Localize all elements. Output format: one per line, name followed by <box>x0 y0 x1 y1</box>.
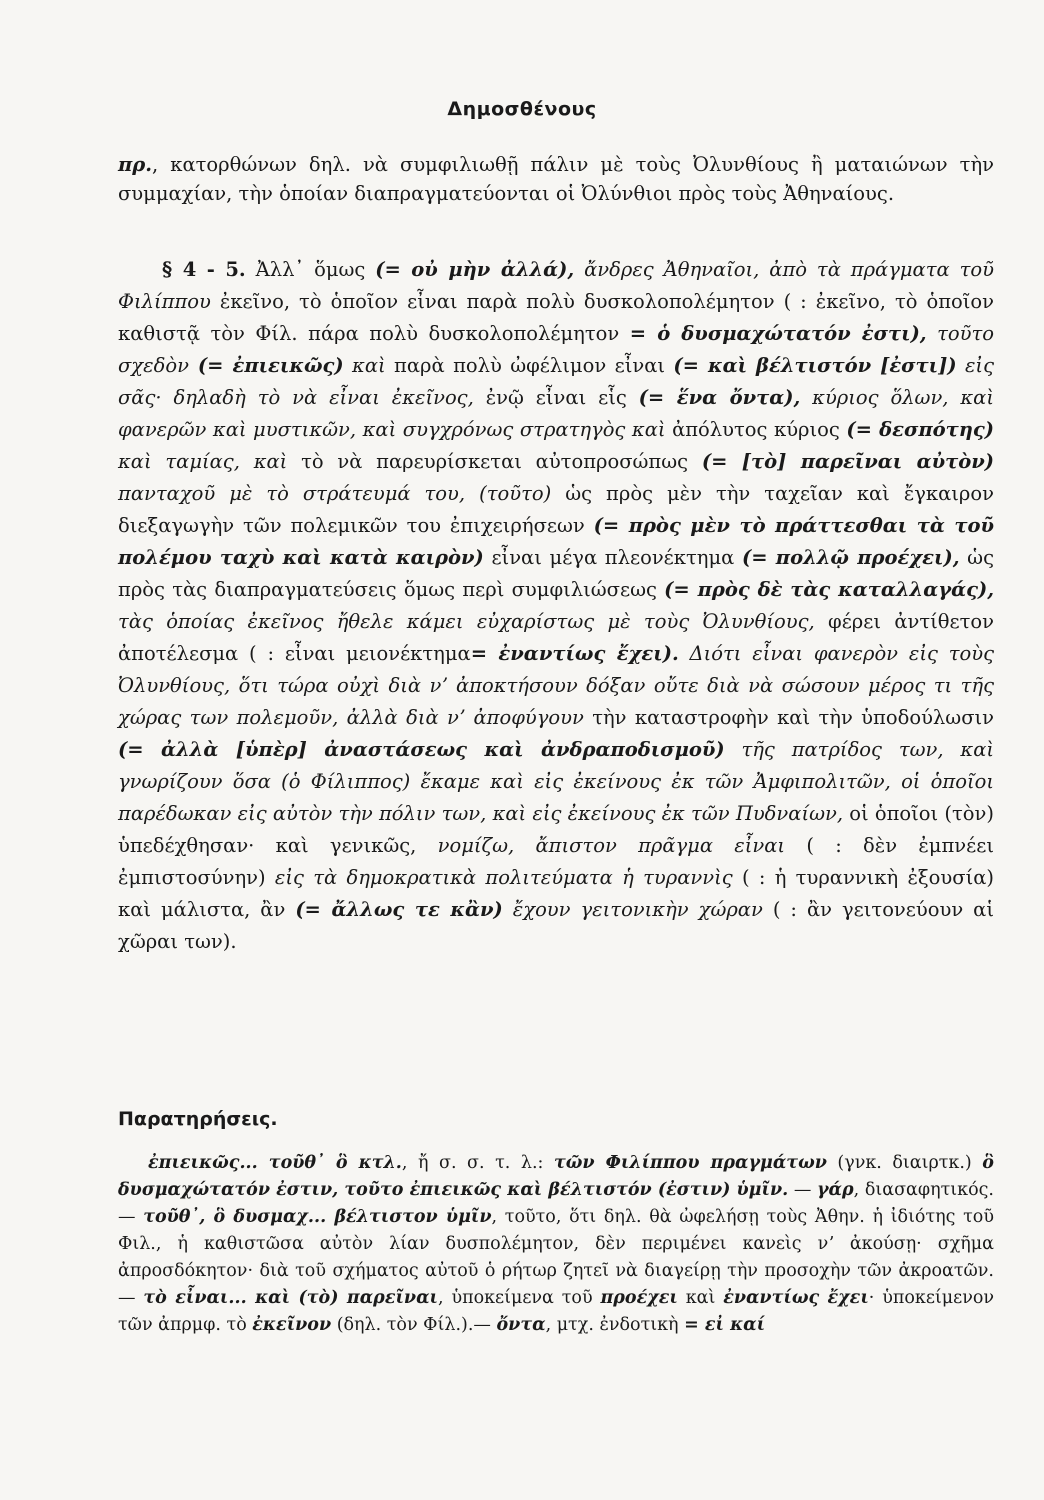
note-lemma: τοῦθ᾽, ὃ δυσμαχ... βέλτιστον ὑμῖν <box>143 1207 492 1227</box>
greek-original: (= ἀλλὰ [ὑπὲρ] ἀναστάσεως καὶ ἀνδραποδισμοῦ) <box>118 738 725 761</box>
text-run: (δηλ. τὸν Φίλ.).— <box>331 1315 497 1335</box>
text-italic: Διότι εἶναι φανερὸν εἰς τοὺς Ὀλυνθίους, ὅτι τώρα οὐχὶ διὰ νʼ ἀποκτήσουν δόξαν οὔτε διὰ νὰ σώσουν μέρος τι τῆς χώρας των πολεμοῦν, ἀλλὰ διὰ νʼ ἀποφύγουν <box>118 642 994 729</box>
greek-original: (= οὐ μὴν ἀλλά), <box>375 258 575 281</box>
greek-original: (= ἕνα ὄντα), <box>638 386 801 409</box>
text-run: ἀπόλυτος κύριος <box>665 418 847 441</box>
text-bold-italic: πρ. <box>118 153 153 176</box>
note-lemma: τὸ εἶναι... καὶ (τὸ) παρεῖναι <box>143 1288 439 1308</box>
text-run: , κατορθώνων δηλ. νὰ συμφιλιωθῇ πάλιν μὲ τοὺς Ὀλυνθίους ἢ ματαιώνων τὴν συμμαχίαν, τὴν ὁποίαν διαπραγματεύονται οἱ Ὀλύνθιοι πρὸς τοὺς Ἀθηναίους. <box>118 153 994 205</box>
text-italic: ἄνδρες Ἀθηναῖοι, ἀπὸ τὰ πράγματα τοῦ Φιλίππου <box>118 258 994 313</box>
greek-original: (= ἄλλως τε κἂν) <box>295 898 503 921</box>
text-italic: εἰς τὰ δημοκρατικὰ πολιτεύματα ἡ τυραννὶς <box>265 866 733 889</box>
greek-original: (= ἐπιεικῶς) <box>188 354 344 377</box>
greek-original: (= πρὸς δὲ τὰς καταλλαγάς), <box>664 578 994 601</box>
text-run: τὸ νὰ παρευρίσκεται αὐτοπροσώπως <box>287 450 702 473</box>
text-run: οἱ ὁποῖοι (τὸν) ὑπεδέχθησαν· καὶ γενικῶς, <box>118 802 995 857</box>
notes-paragraph <box>118 1150 994 1339</box>
text-italic: τῆς πατρίδος των, καὶ γνωρίζουν ὅσα (ὁ Φίλιππος) ἔκαμε καὶ εἰς ἐκείνους ἐκ τῶν Ἀμφιπολιτῶν, οἱ ὁποῖοι παρέδωκαν εἰς αὐτὸν τὴν πόλιν των, καὶ εἰς ἐκείνους ἐκ τῶν Πυδναίων, <box>118 738 995 825</box>
section-number: § 4 - 5. <box>162 258 246 281</box>
note-lemma: ἐκεῖνον <box>252 1315 332 1335</box>
text-run: ( : δὲν ἐμπνέει ἐμπιστοσύνην) <box>118 834 994 889</box>
text-run: καὶ <box>677 1288 724 1308</box>
greek-original: = ἐναντίως ἔχει). <box>470 642 679 665</box>
text-italic: εἰς σᾶς· δηλαδὴ τὸ νὰ εἶναι ἐκεῖνος, <box>118 354 994 409</box>
text-run: , τοῦτο, ὅτι δηλ. θὰ ὠφελήσῃ τοὺς Ἀθην. ἡ ἰδιότης τοῦ Φιλ., ἡ καθιστῶσα αὐτὸν λίαν δυσπολέμητον, δὲν περιμένει κανεὶς νʼ ἀκούσῃ· σχῆμα ἀπροσδόκητον· διὰ τοῦ σχήματος αὐτοῦ ὁ ρήτωρ ζητεῖ νὰ διαγείρῃ τὴν προσοχὴν τῶν ἀκροατῶν. — <box>118 1207 994 1308</box>
text-italic: νομίζω, ἄπιστον πρᾶγμα εἶναι <box>437 834 786 857</box>
text-run: ὡς πρὸς μὲν τὴν ταχεῖαν καὶ ἔγκαιρον διεξαγωγὴν τῶν πολεμικῶν του ἐπιχειρήσεων <box>118 482 994 537</box>
note-lemma: γάρ <box>817 1180 854 1200</box>
text-run: φέρει ἀντίθετον ἀποτέλεσμα ( : εἶναι μειονέκτημα <box>118 610 995 665</box>
note-lemma: ὄντα <box>496 1315 546 1335</box>
text-run: τὴν καταστροφὴν καὶ τὴν ὑποδούλωσιν <box>583 706 995 729</box>
note-lemma: ἐναντίως ἔχει <box>723 1288 869 1308</box>
text-run: ὡς πρὸς τὰς διαπραγματεύσεις ὅμως περὶ συμφιλιώσεως <box>118 546 994 601</box>
paragraph-intro <box>118 150 994 208</box>
text-run: ( : ἂν γειτονεύουν αἱ χῶραι των). <box>118 898 994 953</box>
greek-original: (= δεσπότης) <box>846 418 994 441</box>
greek-original: (= καὶ βέλτιστόν [ἐστι]) <box>673 354 957 377</box>
note-lemma: ὃ δυσμαχώτατόν ἐστιν, τοῦτο ἐπιεικῶς καὶ βέλτιστόν (ἐστιν) ὑμῖν. <box>118 1153 994 1200</box>
text-run: — <box>788 1180 817 1200</box>
paragraph-section-4-5 <box>118 254 994 958</box>
text-run: Ἀλλ᾽ ὅμως <box>245 258 376 281</box>
text-run: παρὰ πολὺ ὠφέλιμον εἶναι <box>385 354 674 377</box>
text-italic: τοῦτο σχεδὸν <box>118 322 995 377</box>
text-italic: πανταχοῦ μὲ τὸ στράτευμά του, (τοῦτο) <box>118 482 552 505</box>
text-run: , διασαφητικός. — <box>118 1180 994 1227</box>
text-run: ἐνῷ εἶναι εἷς <box>473 386 639 409</box>
text-italic: τὰς ὁποίας ἐκεῖνος ἤθελε κάμει εὐχαρίστως μὲ τοὺς Ὀλυνθίους, <box>118 610 815 633</box>
text-italic: καὶ ταμίας, καὶ <box>118 450 288 473</box>
greek-original: (= πρὸς μὲν τὸ πράττεσθαι τὰ τοῦ πολέμου ταχὺ καὶ κατὰ καιρὸν) <box>118 514 994 569</box>
text-italic: κύριος ὅλων, καὶ φανερῶν καὶ μυστικῶν, καὶ συγχρόνως στρατηγὸς καὶ <box>118 386 994 441</box>
text-run: ( : ἡ τυραννικὴ ἐξουσία) καὶ μάλιστα, ἂν <box>118 866 994 921</box>
note-lemma: = εἰ καί <box>684 1315 766 1335</box>
text-run: · ὑποκείμενον τῶν ἀπρμφ. τὸ <box>118 1288 995 1335</box>
note-lemma: τῶν Φιλίππου πραγμάτων <box>553 1153 827 1173</box>
running-header: Δημοσθένους <box>447 98 597 120</box>
text-italic: ἔχουν γειτονικὴν χώραν <box>502 898 763 921</box>
text-run: ἐκεῖνο, τὸ ὁποῖον εἶναι παρὰ πολὺ δυσκολοπολέμητον ( : ἐκεῖνο, τὸ ὁποῖον καθιστᾷ τὸν Φίλ. πάρα πολὺ δυσκολοπολέμητον <box>118 290 994 345</box>
greek-original: (= [τὸ] παρεῖναι αὐτὸν) <box>701 450 994 473</box>
text-run: , μτχ. ἐνδοτικὴ <box>545 1315 685 1335</box>
note-lemma: προέχει <box>600 1288 678 1308</box>
greek-original: (= πολλῷ προέχει), <box>741 546 960 569</box>
note-lemma: ἐπιεικῶς... τοῦθ᾽ ὃ κτλ. <box>148 1153 402 1173</box>
notes-heading: Παρατηρήσεις. <box>118 1108 278 1130</box>
text-run: , ὑποκείμενα τοῦ <box>438 1288 601 1308</box>
text-run: , ἤ σ. σ. τ. λ.: <box>401 1153 554 1173</box>
text-run: εἶναι μέγα πλεονέκτημα <box>483 546 742 569</box>
text-italic: καὶ <box>343 354 386 377</box>
text-run: (γνκ. διαιρτκ.) <box>826 1153 983 1173</box>
greek-original: = ὁ δυσμαχώτατόν ἐστι), <box>629 322 927 345</box>
